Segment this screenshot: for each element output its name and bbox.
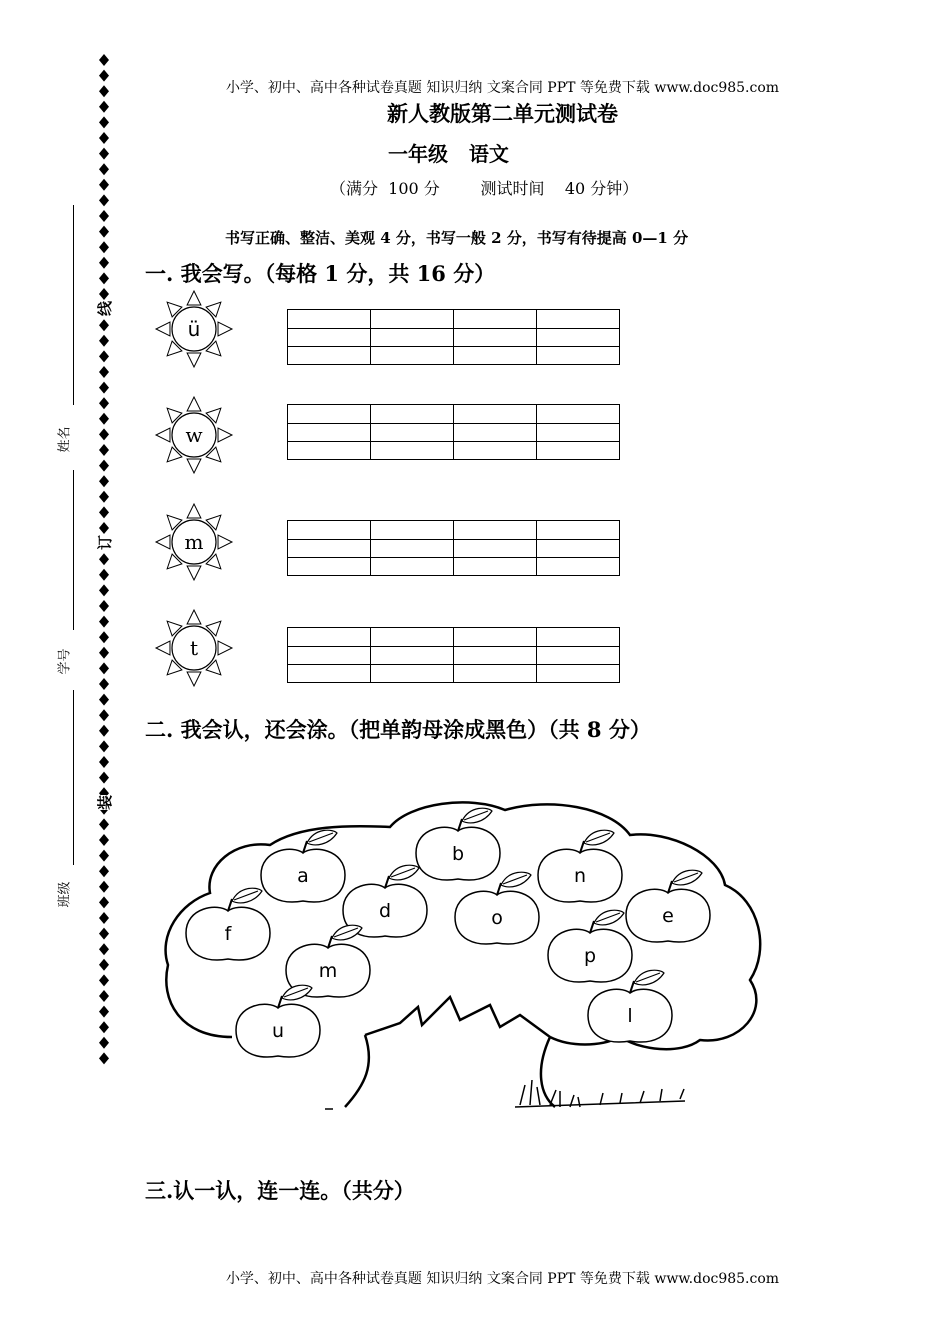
section3-heading: 三.认一认，连一连。（共分） [145, 1178, 415, 1203]
diamond-mark [99, 896, 109, 908]
diamond-mark [99, 818, 109, 830]
class-label: 班级 [57, 881, 73, 908]
diamond-mark [99, 413, 109, 425]
sun-ray [156, 535, 170, 549]
diamond-mark [99, 600, 109, 612]
apple-letter: o [491, 907, 503, 929]
sun-letter-icon [154, 289, 234, 369]
sun-letter: t [189, 636, 199, 660]
diamond-mark [99, 1037, 109, 1049]
apple-letter: f [224, 923, 232, 945]
name-label: 姓名 [57, 426, 73, 453]
apple-a[interactable] [261, 830, 345, 902]
writing-grid-2[interactable] [287, 404, 620, 460]
diamond-mark [99, 631, 109, 643]
page-header: 小学、初中、高中各种试卷真题 知识归纳 文案合同 PPT 等免费下载 www.doc985.com [225, 80, 780, 96]
apple-letter: n [573, 865, 587, 887]
binding-diamond-border [93, 52, 115, 1068]
sun-letter: w [185, 423, 203, 447]
diamond-mark [99, 444, 109, 456]
diamond-mark [99, 1006, 109, 1018]
apple-leaf [634, 970, 664, 985]
sun-ray [187, 672, 201, 686]
diamond-mark [99, 740, 109, 752]
diamond-mark [99, 647, 109, 659]
diamond-mark [99, 194, 109, 206]
apple-o[interactable] [455, 872, 539, 944]
binding-char-zhuang: 装 [92, 795, 117, 810]
apple-leaf [584, 830, 614, 845]
diamond-mark [99, 522, 109, 534]
diamond-mark [99, 148, 109, 160]
exam-subtitle: 一年级 语文 [388, 142, 509, 166]
diamond-mark [99, 850, 109, 862]
grass-tufts [325, 1080, 685, 1109]
diamond-mark [99, 678, 109, 690]
exam-title: 新人教版第二单元测试卷 [387, 101, 618, 126]
apple-n[interactable] [538, 830, 622, 902]
diamond-mark [99, 226, 109, 238]
apple-leaf [307, 830, 337, 845]
sun-ray [187, 610, 201, 624]
student-id-label: 学号 [57, 648, 73, 675]
diamond-mark [99, 179, 109, 191]
diamond-mark [99, 943, 109, 955]
diamond-mark [99, 241, 109, 253]
diamond-mark [99, 288, 109, 300]
diamond-mark [99, 506, 109, 518]
binding-char-ding: 订 [92, 535, 117, 550]
section2-heading: 二. 我会认，还会涂。（把单韵母涂成黑色）（共 8 分） [145, 717, 651, 742]
diamond-mark [99, 694, 109, 706]
diamond-mark [99, 834, 109, 846]
apple-letter: e [662, 905, 674, 927]
sun-ray [187, 459, 201, 473]
diamond-mark [99, 491, 109, 503]
apple-letter: a [297, 865, 309, 887]
sun-ray [156, 428, 170, 442]
diamond-mark [99, 382, 109, 394]
diamond-mark [99, 475, 109, 487]
apple-letter: d [378, 900, 392, 922]
diamond-mark [99, 350, 109, 362]
apple-letter: b [451, 843, 465, 865]
diamond-mark [99, 662, 109, 674]
diamond-mark [99, 272, 109, 284]
diamond-mark [99, 54, 109, 66]
sun-ray [218, 322, 232, 336]
apple-letter: u [271, 1020, 285, 1042]
diamond-mark [99, 912, 109, 924]
diamond-mark [99, 990, 109, 1002]
sun-ray [187, 353, 201, 367]
diamond-mark [99, 616, 109, 628]
diamond-mark [99, 366, 109, 378]
apple-e[interactable] [626, 870, 710, 942]
section1-heading: 一. 我会写。（每格 1 分，共 16 分） [145, 261, 496, 286]
apple-leaf [389, 865, 419, 880]
apple-leaf [332, 925, 362, 940]
sun-letter: ü [187, 317, 201, 341]
apple-letter: m [318, 960, 338, 982]
sun-letter-icon [154, 502, 234, 582]
diamond-mark [99, 1052, 109, 1064]
writing-grid-4[interactable] [287, 627, 620, 683]
writing-grid-1[interactable] [287, 309, 620, 365]
diamond-mark [99, 335, 109, 347]
diamond-mark [99, 163, 109, 175]
sun-ray [187, 291, 201, 305]
diamond-mark [99, 428, 109, 440]
diamond-mark [99, 756, 109, 768]
diamond-mark [99, 210, 109, 222]
apple-leaf [232, 888, 262, 903]
sun-ray [187, 397, 201, 411]
apple-letter: l [627, 1005, 633, 1027]
sun-letter: m [184, 530, 204, 554]
sun-ray [156, 641, 170, 655]
diamond-mark [99, 85, 109, 97]
class-write-line[interactable] [73, 690, 74, 865]
binding-char-xian: 线 [92, 301, 117, 316]
id-write-line[interactable] [73, 470, 74, 630]
sun-letter-icon [154, 395, 234, 475]
name-write-line[interactable] [73, 205, 74, 405]
apple-leaf [672, 870, 702, 885]
diamond-mark [99, 974, 109, 986]
sun-letter-icon [154, 608, 234, 688]
apple-p[interactable] [548, 910, 632, 982]
diamond-mark [99, 725, 109, 737]
apple-b[interactable] [416, 808, 500, 880]
diamond-mark [99, 772, 109, 784]
diamond-mark [99, 397, 109, 409]
diamond-mark [99, 132, 109, 144]
apple-tree-illustration [160, 785, 780, 1120]
diamond-mark [99, 460, 109, 472]
diamond-mark [99, 70, 109, 82]
diamond-mark [99, 1021, 109, 1033]
sun-ray [218, 641, 232, 655]
apple-letter: p [583, 945, 597, 967]
diamond-mark [99, 865, 109, 877]
apple-leaf [282, 985, 312, 1000]
diamond-mark [99, 959, 109, 971]
diamond-mark [99, 928, 109, 940]
diamond-mark [99, 553, 109, 565]
diamond-mark [99, 569, 109, 581]
diamond-mark [99, 881, 109, 893]
apple-leaf [501, 872, 531, 887]
writing-score-note: 书写正确、整洁、美观 4 分，书写一般 2 分，书写有待提高 0—1 分 [225, 229, 689, 247]
exam-meta: （满分 100 分 测试时间 40 分钟） [330, 179, 639, 198]
sun-ray [187, 566, 201, 580]
sun-ray [218, 428, 232, 442]
sun-ray [156, 322, 170, 336]
diamond-mark [99, 709, 109, 721]
apple-leaf [594, 910, 624, 925]
diamond-mark [99, 584, 109, 596]
writing-grid-3[interactable] [287, 520, 620, 576]
sun-ray [187, 504, 201, 518]
diamond-mark [99, 319, 109, 331]
apple-leaf [462, 808, 492, 823]
page-footer: 小学、初中、高中各种试卷真题 知识归纳 文案合同 PPT 等免费下载 www.doc985.com [225, 1271, 780, 1287]
diamond-mark [99, 257, 109, 269]
sun-ray [218, 535, 232, 549]
